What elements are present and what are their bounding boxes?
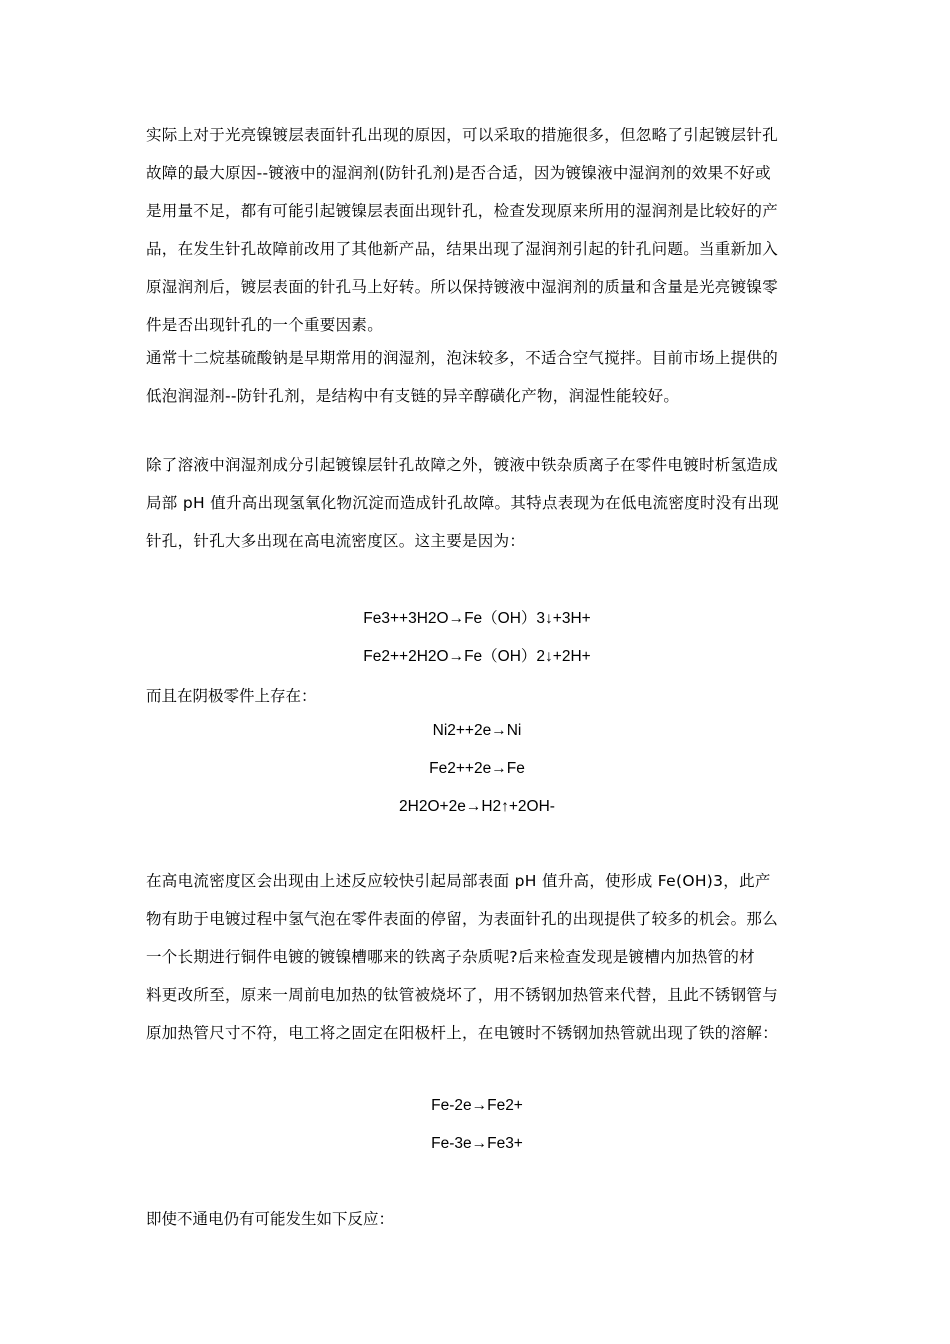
text-line: 件是否出现针孔的一个重要因素。	[146, 316, 384, 334]
equation-nickel-deposition: Ni2++2e→Ni	[432, 722, 522, 739]
paragraph-wetting-agent	[146, 116, 808, 415]
text-line: 料更改所至，原来一周前电加热的钛管被烧坏了，用不锈钢加热管来代替，且此不锈钢管与	[146, 986, 779, 1004]
text-line: 低泡润湿剂--防针孔剂，是结构中有支链的异辛醇磺化产物，润湿性能较好。	[146, 387, 680, 405]
equation-iron-dissolution-fe3: Fe-3e→Fe3+	[431, 1135, 523, 1152]
equation-iron-dissolution-fe2: Fe-2e→Fe2+	[431, 1097, 523, 1114]
text-line: 故障的最大原因--镀液中的湿润剂(防针孔剂)是否合适，因为镀镍液中湿润剂的效果不好或	[146, 164, 771, 182]
text-line: 一个长期进行铜件电镀的镀镍槽哪来的铁离子杂质呢?后来检查发现是镀槽内加热管的材	[146, 948, 755, 966]
equation-hydrolysis-fe3: Fe3++3H2O→Fe（OH）3↓+3H+	[363, 610, 591, 627]
equation-hydrolysis-fe2: Fe2++2H2O→Fe（OH）2↓+2H+	[363, 648, 591, 665]
paragraph-heater-cause	[146, 862, 808, 1052]
text-line: 针孔，针孔大多出现在高电流密度区。这主要是因为：	[146, 532, 526, 550]
text-line: 在高电流密度区会出现由上述反应较快引起局部表面 pH 值升高，使形成 Fe(OH)3，此产	[146, 872, 771, 890]
text-line: 原加热管尺寸不符，电工将之固定在阳极杆上，在电镀时不锈钢加热管就出现了铁的溶解：	[146, 1024, 779, 1042]
text-line: 物有助于电镀过程中氢气泡在零件表面的停留，为表面针孔的出现提供了较多的机会。那么	[146, 910, 779, 928]
text-line: 除了溶液中润湿剂成分引起镀镍层针孔故障之外，镀液中铁杂质离子在零件电镀时析氢造成	[146, 456, 779, 474]
closing-text: 即使不通电仍有可能发生如下反应：	[146, 1210, 395, 1228]
text-line: 原湿润剂后，镀层表面的针孔马上好转。所以保持镀液中湿润剂的质量和含量是光亮镀镍零	[146, 278, 779, 296]
text-line: 通常十二烷基硫酸钠是早期常用的润湿剂，泡沫较多，不适合空气搅拌。目前市场上提供的	[146, 349, 779, 367]
text-line: 局部 pH 值升高出现氢氧化物沉淀而造成针孔故障。其特点表现为在低电流密度时没有出现	[146, 494, 779, 512]
paragraph-iron-impurity	[146, 446, 808, 560]
text-line: 实际上对于光亮镍镀层表面针孔出现的原因，可以采取的措施很多，但忽略了引起镀层针孔	[146, 126, 779, 144]
equation-hydrogen-evolution: 2H2O+2e→H2↑+2OH-	[399, 798, 555, 815]
text-line: 是用量不足，都有可能引起镀镍层表面出现针孔，检查发现原来所用的湿润剂是比较好的产	[146, 202, 779, 220]
text-line: 品，在发生针孔故障前改用了其他新产品，结果出现了湿润剂引起的针孔问题。当重新加入	[146, 240, 779, 258]
cathode-intro-text: 而且在阴极零件上存在：	[146, 687, 317, 705]
equation-iron-deposition: Fe2++2e→Fe	[429, 760, 525, 777]
